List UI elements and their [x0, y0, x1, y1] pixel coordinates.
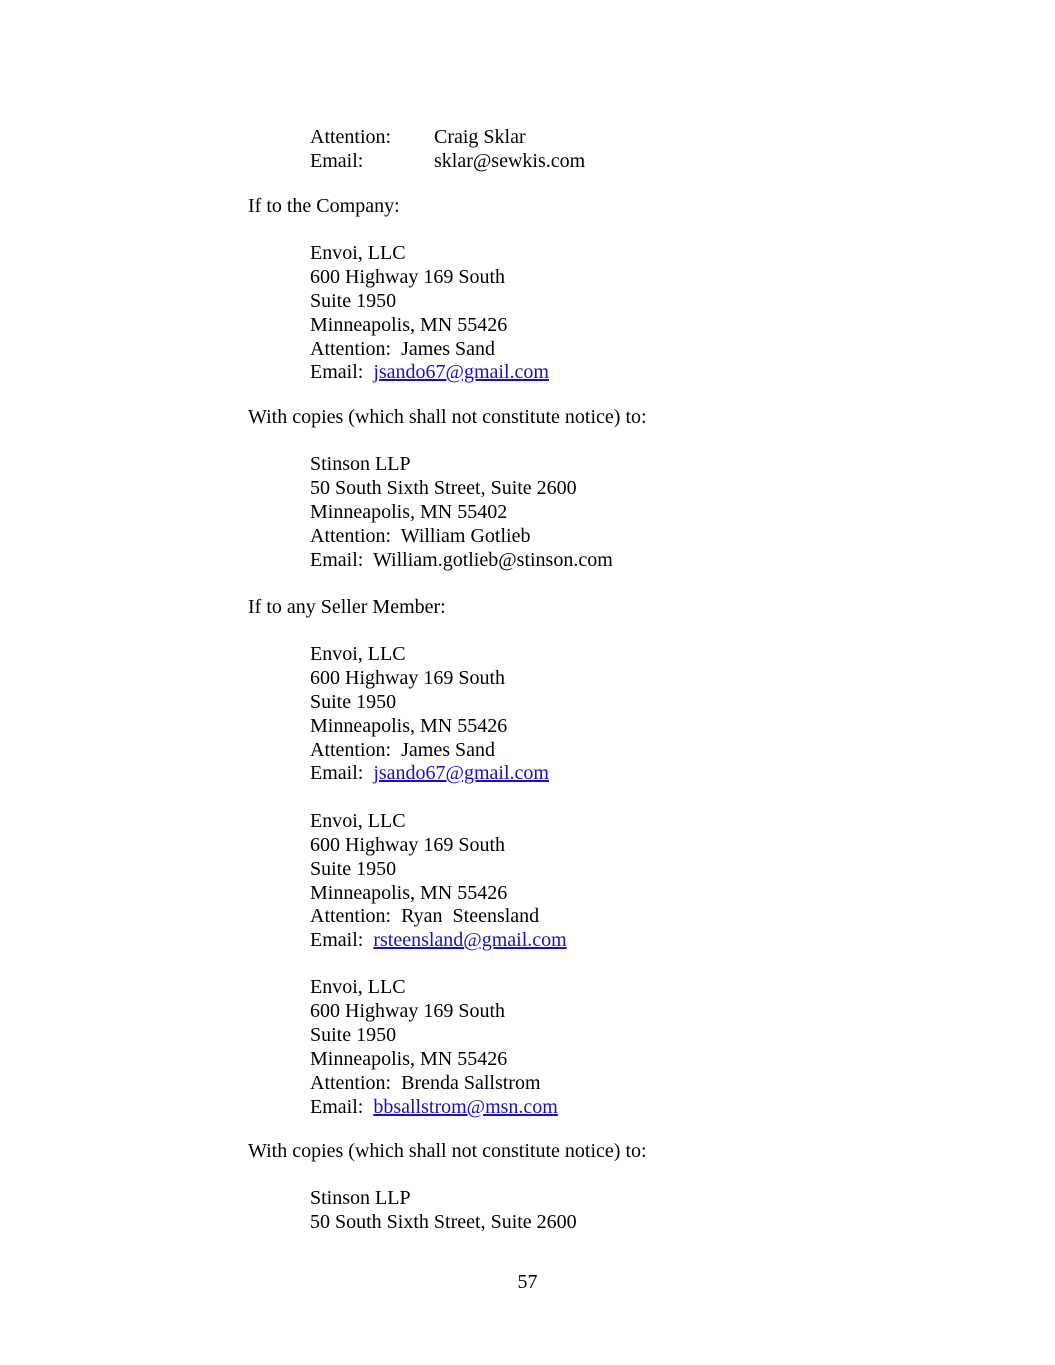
address-email-line: [310, 360, 549, 384]
email-link[interactable]: bbsallstrom@msn.com: [373, 1096, 558, 1118]
address-email-line: [310, 1095, 558, 1119]
address-city: Minneapolis, MN 55426: [310, 715, 508, 737]
address-street: 600 Highway 169 South: [310, 834, 505, 856]
address-email-line: Email: William.gotlieb@stinson.com: [310, 549, 613, 571]
email-link[interactable]: jsando67@gmail.com: [373, 361, 549, 383]
address-attention: Attention: James Sand: [310, 739, 495, 761]
address-email-line: [310, 761, 549, 785]
page-number: 57: [517, 1271, 538, 1293]
address-name: Envoi, LLC: [310, 643, 406, 665]
attention-label: Attention:: [310, 126, 392, 148]
email-link[interactable]: jsando67@gmail.com: [373, 762, 549, 784]
email-value: sklar@sewkis.com: [434, 150, 586, 172]
email-label: Email:: [310, 150, 364, 172]
address-city: Minneapolis, MN 55426: [310, 1048, 508, 1070]
address-suite: Suite 1950: [310, 290, 397, 312]
address-name: Stinson LLP: [310, 1187, 411, 1209]
attention-value: Craig Sklar: [434, 126, 526, 148]
copies-heading: With copies (which shall not constitute notice) to:: [248, 406, 647, 428]
address-street: 50 South Sixth Street, Suite 2600: [310, 477, 577, 499]
email-label: Email:: [310, 361, 364, 383]
address-name: Envoi, LLC: [310, 976, 406, 998]
email-label: Email:: [310, 1096, 364, 1118]
address-attention: Attention: William Gotlieb: [310, 525, 531, 547]
email-label: Email:: [310, 762, 364, 784]
copies-heading: With copies (which shall not constitute notice) to:: [248, 1140, 647, 1162]
address-name: Envoi, LLC: [310, 810, 406, 832]
address-email-line: [310, 928, 567, 952]
email-link[interactable]: rsteensland@gmail.com: [373, 929, 567, 951]
address-suite: Suite 1950: [310, 691, 397, 713]
address-city: Minneapolis, MN 55426: [310, 882, 508, 904]
address-suite: Suite 1950: [310, 1024, 397, 1046]
address-suite: Suite 1950: [310, 858, 397, 880]
address-attention: Attention: Brenda Sallstrom: [310, 1072, 541, 1094]
address-name: Envoi, LLC: [310, 242, 406, 264]
address-city: Minneapolis, MN 55402: [310, 501, 508, 523]
address-street: 600 Highway 169 South: [310, 1000, 505, 1022]
address-attention: Attention: James Sand: [310, 338, 495, 360]
address-street: 50 South Sixth Street, Suite 2600: [310, 1211, 577, 1233]
address-city: Minneapolis, MN 55426: [310, 314, 508, 336]
address-street: 600 Highway 169 South: [310, 667, 505, 689]
address-name: Stinson LLP: [310, 453, 411, 475]
email-label: Email:: [310, 929, 364, 951]
company-heading: If to the Company:: [248, 195, 400, 217]
seller-heading: If to any Seller Member:: [248, 596, 446, 618]
address-attention: Attention: Ryan Steensland: [310, 905, 540, 927]
address-street: 600 Highway 169 South: [310, 266, 505, 288]
